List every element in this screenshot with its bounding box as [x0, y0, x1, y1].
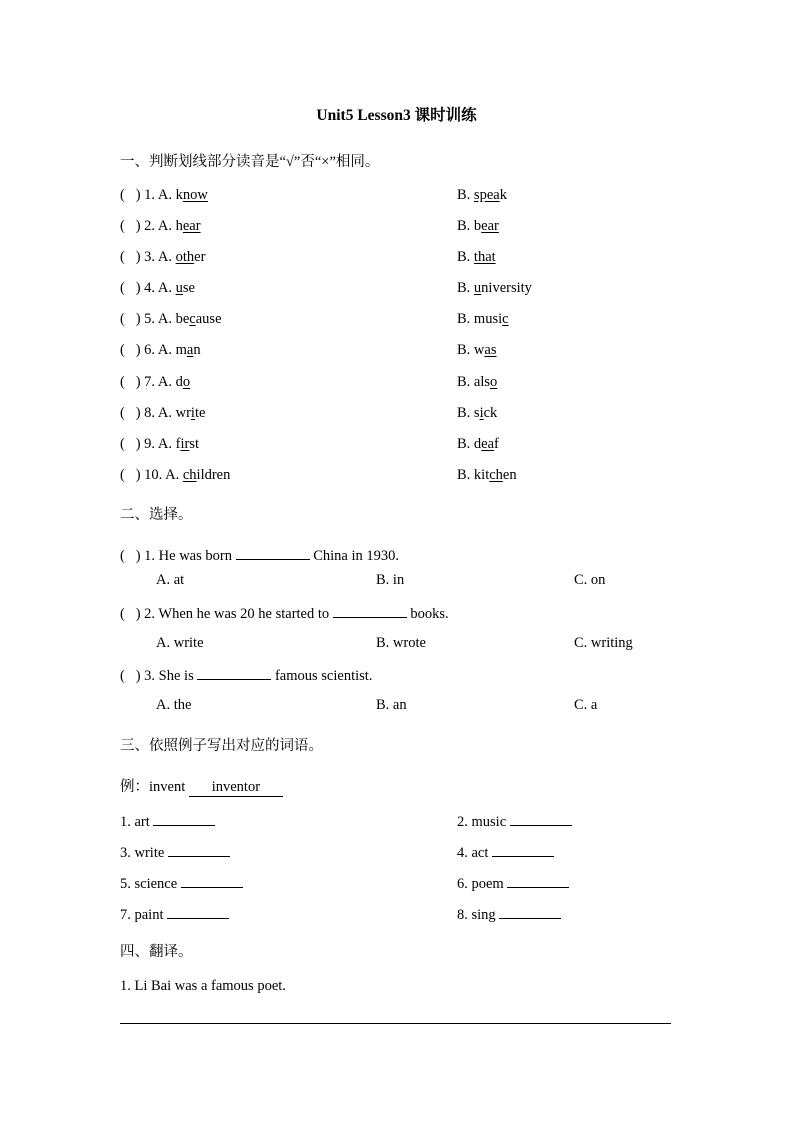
answer-bracket[interactable]: ( ): [120, 467, 141, 483]
example-answer: inventor: [189, 779, 283, 797]
item-word: sing: [471, 906, 496, 923]
choice-b[interactable]: B. wrote: [376, 635, 426, 651]
question-stem-pre: She is: [158, 667, 194, 684]
question-stem-pre: He was born: [158, 547, 232, 564]
item-number: 4.: [457, 844, 468, 861]
question-row: [120, 665, 372, 685]
choice-a[interactable]: A. at: [156, 572, 185, 588]
option-a: A. other: [157, 249, 206, 265]
fill-blank[interactable]: [197, 665, 271, 680]
translation-item: [120, 978, 286, 995]
choice-c[interactable]: C. a: [574, 697, 598, 713]
item-number: 2.: [457, 813, 468, 830]
fill-blank[interactable]: [236, 545, 310, 560]
item-number: 5.: [120, 875, 131, 892]
choice-a[interactable]: A. the: [156, 697, 192, 713]
page-title: Unit5 Lesson3 课时训练: [316, 107, 477, 124]
answer-rule-line[interactable]: [120, 1023, 671, 1024]
question-number: 3.: [144, 667, 156, 684]
section-4-heading: 四、翻译。: [120, 944, 193, 960]
answer-bracket[interactable]: ( ): [120, 547, 141, 564]
question-row: [120, 467, 230, 484]
question-number: 5.: [144, 311, 156, 327]
question-row: [120, 311, 222, 328]
word-item: [457, 842, 554, 862]
choice-c[interactable]: C. writing: [574, 635, 633, 651]
option-b: B. was: [457, 342, 497, 358]
option-b: B. deaf: [457, 436, 499, 452]
choice-b[interactable]: B. in: [376, 572, 405, 588]
item-word: science: [134, 875, 178, 892]
option-a: A. hear: [157, 218, 201, 234]
word-item: [457, 873, 569, 893]
question-row: [120, 545, 399, 565]
item-word: paint: [134, 906, 164, 923]
question-stem-pre: When he was 20 he started to: [158, 605, 330, 622]
question-row: [120, 280, 195, 297]
option-b: B. that: [457, 249, 496, 265]
question-number: 7.: [144, 374, 156, 390]
question-number: 2.: [144, 605, 156, 622]
example-label: 例：invent: [120, 779, 186, 795]
item-word: act: [471, 844, 489, 861]
choice-b[interactable]: B. an: [376, 697, 407, 713]
question-stem-post: famous scientist.: [274, 667, 373, 684]
fill-blank[interactable]: [507, 873, 569, 888]
item-number: 8.: [457, 906, 468, 923]
fill-blank[interactable]: [153, 811, 215, 826]
item-number: 7.: [120, 906, 131, 923]
question-stem-post: books.: [410, 605, 449, 622]
word-item: [457, 811, 572, 831]
choice-c[interactable]: C. on: [574, 572, 606, 588]
question-number: 1.: [144, 547, 156, 564]
option-a: A. use: [157, 280, 195, 296]
section-3-heading: 三、依照例子写出对应的词语。: [120, 738, 323, 754]
question-row: [120, 218, 201, 235]
option-a: A. children: [165, 467, 231, 483]
fill-blank[interactable]: [499, 904, 561, 919]
fill-blank[interactable]: [181, 873, 243, 888]
section-2-heading: 二、选择。: [120, 507, 193, 523]
fill-blank[interactable]: [167, 904, 229, 919]
word-item: [120, 873, 243, 893]
answer-bracket[interactable]: ( ): [120, 667, 141, 684]
option-b: B. sick: [457, 405, 498, 421]
question-row: [120, 249, 205, 266]
question-number: 9.: [144, 436, 156, 452]
question-row: [120, 603, 449, 623]
answer-bracket[interactable]: ( ): [120, 187, 141, 203]
answer-bracket[interactable]: ( ): [120, 374, 141, 390]
translation-sentence: Li Bai was a famous poet.: [134, 978, 286, 994]
fill-blank[interactable]: [333, 603, 407, 618]
question-number: 6.: [144, 342, 156, 358]
question-row: [120, 436, 199, 453]
word-item: [120, 811, 215, 831]
question-row: [120, 405, 205, 422]
item-word: poem: [471, 875, 504, 892]
option-b: B. also: [457, 374, 498, 390]
answer-bracket[interactable]: ( ): [120, 249, 141, 265]
option-b: B. music: [457, 311, 509, 327]
option-b: B. speak: [457, 187, 507, 203]
option-a: A. because: [157, 311, 222, 327]
section-1-heading: 一、判断划线部分读音是“√”否“×”相同。: [120, 154, 380, 170]
item-word: art: [134, 813, 150, 830]
fill-blank[interactable]: [492, 842, 554, 857]
question-stem-post: China in 1930.: [313, 547, 400, 564]
question-number: 10.: [144, 467, 163, 483]
item-number: 6.: [457, 875, 468, 892]
answer-bracket[interactable]: ( ): [120, 342, 141, 358]
choice-a[interactable]: A. write: [156, 635, 204, 651]
word-item: [120, 904, 229, 924]
question-number: 8.: [144, 405, 156, 421]
answer-bracket[interactable]: ( ): [120, 280, 141, 296]
option-b: B. kitchen: [457, 467, 517, 483]
answer-bracket[interactable]: ( ): [120, 405, 141, 421]
item-word: write: [134, 844, 165, 861]
item-number: 3.: [120, 844, 131, 861]
option-a: A. man: [157, 342, 201, 358]
question-row: [120, 187, 208, 204]
option-a: A. first: [157, 436, 199, 452]
question-number: 4.: [144, 280, 156, 296]
question-number: 3.: [144, 249, 156, 265]
option-a: A. know: [157, 187, 208, 203]
answer-bracket[interactable]: ( ): [120, 605, 141, 622]
fill-blank[interactable]: [168, 842, 230, 857]
word-item: [120, 842, 230, 862]
question-row: [120, 342, 201, 359]
item-number: 1.: [120, 813, 131, 830]
answer-bracket[interactable]: ( ): [120, 311, 141, 327]
answer-bracket[interactable]: ( ): [120, 436, 141, 452]
item-word: music: [471, 813, 507, 830]
word-item: [457, 904, 561, 924]
example-row: [120, 775, 283, 797]
item-number: 1.: [120, 978, 131, 994]
option-a: A. do: [157, 374, 191, 390]
option-a: A. write: [157, 405, 206, 421]
question-number: 2.: [144, 218, 156, 234]
question-row: [120, 374, 190, 391]
fill-blank[interactable]: [510, 811, 572, 826]
option-b: B. bear: [457, 218, 499, 234]
answer-bracket[interactable]: ( ): [120, 218, 141, 234]
question-number: 1.: [144, 187, 156, 203]
option-b: B. university: [457, 280, 532, 296]
